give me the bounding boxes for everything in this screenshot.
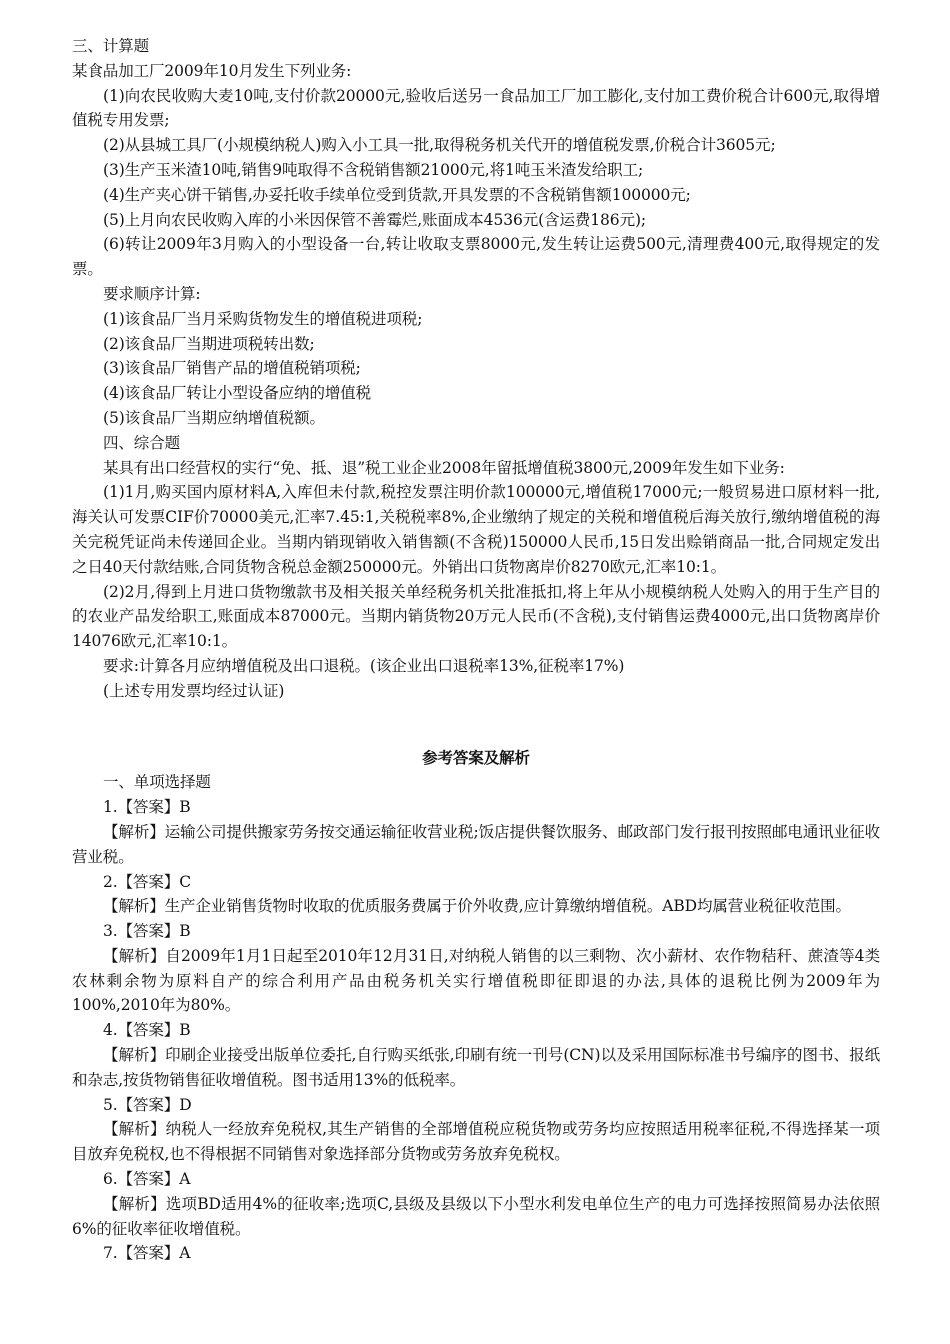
answers-section-single-choice: 一、单项选择题 xyxy=(103,773,211,792)
requirement-5: (5)该食品厂当期应纳增值税额。 xyxy=(103,408,325,427)
explanation-2: 【解析】生产企业销售货物时收取的优质服务费属于价外收费,应计算缴纳增值税。ABD均属营业税征收范围。 xyxy=(103,897,851,916)
requirement-2: (2)该食品厂当期进项税转出数; xyxy=(103,334,315,353)
requirement-title: 要求顺序计算: xyxy=(103,284,201,303)
comprehensive-note: (上述专用发票均经过认证) xyxy=(103,681,285,700)
comprehensive-intro: 某具有出口经营权的实行“免、抵、退”税工业企业2008年留抵增值税3800元,2009年发生如下业务: xyxy=(103,458,785,477)
section-comprehensive-title: 四、综合题 xyxy=(103,433,181,452)
question-item-4: (4)生产夹心饼干销售,办妥托收手续单位受到货款,开具发票的不含税销售额100000元; xyxy=(103,185,691,204)
requirement-1: (1)该食品厂当月采购货物发生的增值税进项税; xyxy=(103,309,423,328)
question-item-5: (5)上月向农民收购入库的小米因保管不善霉烂,账面成本4536元(含运费186元); xyxy=(103,210,647,229)
question-item-3: (3)生产玉米渣10吨,销售9吨取得不含税销售额21000元,将1吨玉米渣发给职工; xyxy=(103,160,644,179)
question-item-6: (6)转让2009年3月购入的小型设备一台,转让收取支票8000元,发生转让运费500元,清理费400元,取得规定的发票。 xyxy=(72,235,880,279)
answer-6: 6.【答案】A xyxy=(103,1170,191,1189)
section-calc-title: 三、计算题 xyxy=(72,37,150,55)
explanation-6: 【解析】选项BD适用4%的征收率;选项C,县级及县级以下小型水利发电单位生产的电力可选择按照简易办法依照6%的征收率征收增值税。 xyxy=(72,1194,880,1238)
answers-title: 参考答案及解析 xyxy=(422,747,530,767)
answer-2: 2.【答案】C xyxy=(103,872,191,891)
answer-4: 4.【答案】B xyxy=(103,1021,191,1040)
answer-5: 5.【答案】D xyxy=(103,1095,192,1114)
spacer xyxy=(72,704,880,746)
question-intro: 某食品加工厂2009年10月发生下列业务: xyxy=(72,61,352,80)
answer-7: 7.【答案】A xyxy=(103,1244,191,1263)
question-item-2: (2)从县城工具厂(小规模纳税人)购入小工具一批,取得税务机关代开的增值税发票,价税合计3605元; xyxy=(103,136,776,155)
explanation-4: 【解析】印刷企业接受出版单位委托,自行购买纸张,印刷有统一刊号(CN)以及采用国际标准书号编序的图书、报纸和杂志,按货物销售征收增值税。图书适用13%的低税率。 xyxy=(72,1046,880,1089)
answer-1: 1.【答案】B xyxy=(103,798,191,817)
requirement-3: (3)该食品厂销售产品的增值税销项税; xyxy=(103,359,361,378)
comprehensive-requirement: 要求:计算各月应纳增值税及出口退税。(该企业出口退税率13%,征税率17%) xyxy=(103,656,625,675)
explanation-3: 【解析】自2009年1月1日起至2010年12月31日,对纳税人销售的以三剩物、次小薪材、农作物秸秆、蔗渣等4类农林剩余物为原料自产的综合利用产品由税务机关实行增值税即征即退的办法,具体的退税比例为2009年为100%,2010年为80%。 xyxy=(72,946,880,1015)
comprehensive-item-2: (2)2月,得到上月进口货物缴款书及相关报关单经税务机关批准抵扣,将上年从小规模纳税人处购入的用于生产目的的农业产品发给职工,账面成本87000元。当期内销货物20万元人民币(不含税),支付销售运费4000元,出口货物离岸价14076欧元,汇率10:1。 xyxy=(72,582,880,651)
question-item-1: (1)向农民收购大麦10吨,支付价款20000元,验收后送另一食品加工厂加工膨化,支付加工费价税合计600元,取得增值税专用发票; xyxy=(72,86,880,130)
explanation-1: 【解析】运输公司提供搬家劳务按交通运输征收营业税;饭店提供餐饮服务、邮政部门发行报刊按照邮电通讯业征收营业税。 xyxy=(72,822,880,866)
explanation-5: 【解析】纳税人一经放弃免税权,其生产销售的全部增值税应税货物或劳务均应按照适用税率征税,不得选择某一项目放弃免税权,也不得根据不同销售对象选择部分货物或劳务放弃免税权。 xyxy=(72,1120,880,1164)
answer-3: 3.【答案】B xyxy=(103,922,191,941)
comprehensive-item-1: (1)1月,购买国内原材料A,入库但未付款,税控发票注明价款100000元,增值税17000元;一般贸易进口原材料一批,海关认可发票CIF价70000美元,汇率7.45:1,关税税率8%,企业缴纳了规定的关税和增值税后海关放行,缴纳增值税的海关完税凭证尚未传递回企业。当期内销现销收入销售额(不含税)150000人民币,15日发出赊销商品一批,合同规定发出之日40天付款结账,合同货物含税总金额250000元。外销出口货物离岸价8270欧元,汇率10:1。 xyxy=(72,483,880,576)
requirement-4: (4)该食品厂转让小型设备应纳的增值税 xyxy=(103,384,372,403)
